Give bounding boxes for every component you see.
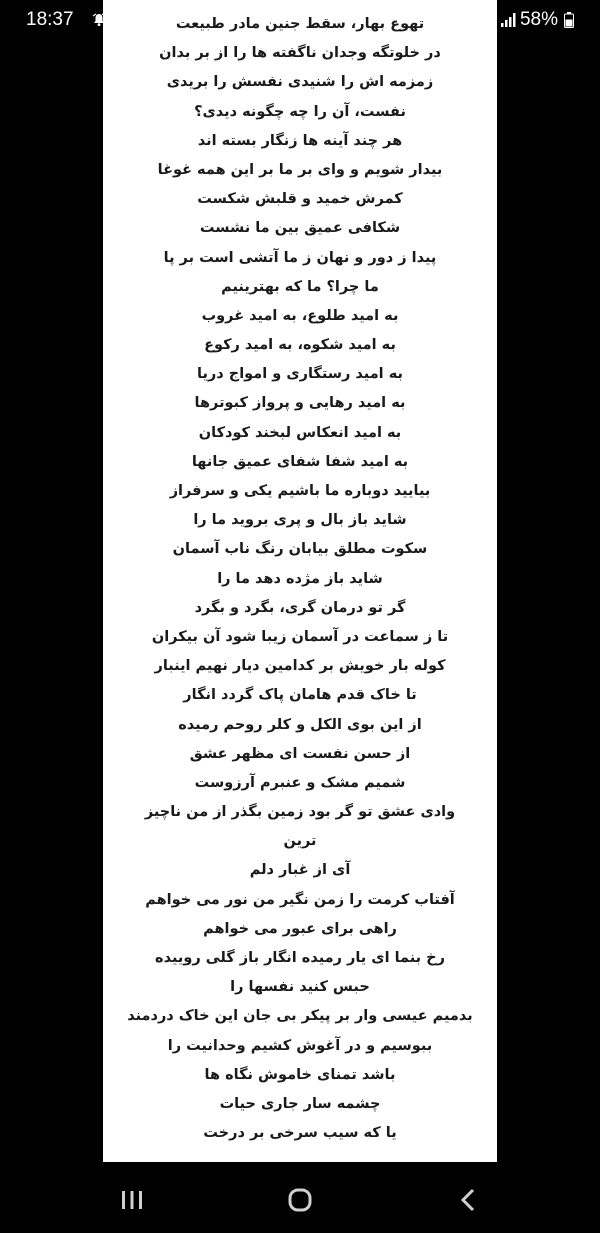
poem-line: بدمیم عیسی وار بر پیکر بی جان این خاک دردمند bbox=[127, 1008, 473, 1025]
signal-icon bbox=[500, 12, 516, 28]
poem-line: نفست، آن را چه چگونه دیدی؟ bbox=[194, 103, 406, 120]
poem-line: شاید باز بال و پری بروید ما را bbox=[193, 512, 407, 529]
poem-line: کمرش خمید و قلبش شکست bbox=[197, 191, 403, 208]
status-time: 18:37 bbox=[26, 9, 74, 30]
poem-line: باشد تمنای خاموش نگاه ها bbox=[204, 1066, 396, 1083]
poem-line: راهی برای عبور می خواهم bbox=[203, 920, 397, 937]
poem-line: به امید شکوه، به امید رکوع bbox=[204, 337, 396, 354]
poem-line: آفتاب کرمت را زمن نگیر من نور می خواهم bbox=[145, 891, 455, 908]
poem-line: تا خاک قدم هامان پاک گردد انگار bbox=[183, 687, 417, 704]
back-button[interactable] bbox=[448, 1180, 488, 1220]
poem-line: آی از غبار دلم bbox=[249, 862, 351, 879]
poem-line: به امید رهایی و پرواز کبوترها bbox=[194, 395, 406, 412]
poem-line: شاید باز مژده دهد ما را bbox=[217, 570, 383, 587]
poem-line: رخ بنما ای یار رمیده انگار باز گلی روییده bbox=[155, 950, 445, 966]
poem-line: به امید شفا شفای عمیق جانها bbox=[191, 453, 409, 470]
poem-line: سکوت مطلق بیابان رنگ ناب آسمان bbox=[172, 541, 428, 558]
poem-line: حبس کنید نفسها را bbox=[230, 979, 370, 996]
poem-line: گر تو درمان گری، بگرد و بگرد bbox=[194, 599, 406, 616]
poem-line: هر چند آینه ها زنگار بسته اند bbox=[197, 132, 403, 149]
poem-line: در خلوتگه وجدان ناگفته ها را از بر بدان bbox=[159, 45, 441, 62]
back-icon bbox=[458, 1188, 478, 1212]
poem-line: یا که سیب سرخی بر درخت bbox=[203, 1125, 397, 1142]
poem-line: ترین bbox=[283, 833, 317, 850]
poem-text bbox=[103, 10, 497, 1148]
poem-line: زمزمه اش را شنیدی نفسش را بریدی bbox=[166, 74, 434, 91]
battery-percent: 58% bbox=[519, 9, 558, 30]
status-right-group bbox=[500, 9, 574, 31]
poem-line: به امید انعکاس لبخند کودکان bbox=[198, 424, 402, 441]
recents-icon bbox=[120, 1189, 144, 1211]
battery-icon bbox=[564, 12, 574, 28]
recents-button[interactable] bbox=[112, 1180, 152, 1220]
poem-line: ما چرا؟ ما که بهترینیم bbox=[221, 278, 379, 295]
navigation-bar bbox=[0, 1162, 600, 1233]
poem-line: به امید طلوع، به امید غروب bbox=[201, 307, 399, 324]
poem-line: تهوع بهار، سقط جنین مادر طبیعت bbox=[175, 16, 425, 32]
poem-line: شمیم مشک و عنبرم آرزوست bbox=[194, 774, 406, 791]
poem-line: بیدار شویم و وای بر ما بر این همه غوغا bbox=[157, 161, 443, 178]
poem-image bbox=[103, 0, 497, 1162]
poem-line: چشمه سار جاری حیات bbox=[219, 1095, 381, 1112]
poem-line: به امید رستگاری و امواج دریا bbox=[197, 366, 403, 383]
poem-line: وادی عشق تو گر بود زمین بگذر از من ناچیز bbox=[144, 804, 456, 821]
poem-line: شکافی عمیق بین ما نشست bbox=[199, 220, 401, 237]
poem-line: از حسن نفست ای مظهر عشق bbox=[189, 745, 411, 762]
home-icon bbox=[287, 1187, 313, 1213]
poem-line: بیایید دوباره ما باشیم یکی و سرفراز bbox=[169, 483, 431, 499]
home-button[interactable] bbox=[280, 1180, 320, 1220]
poem-line: تا ز سماعت در آسمان زیبا شود آن بیکران bbox=[151, 628, 449, 645]
poem-line: از این بوی الکل و کلر روحم رمیده bbox=[178, 716, 422, 733]
poem-line: کوله بار خویش بر کدامین دیار نهیم اینبار bbox=[154, 658, 446, 675]
poem-line: پیدا ز دور و نهان ز ما آتشی است بر پا bbox=[163, 249, 437, 266]
poem-line: ببوسیم و در آغوش کشیم وحدانیت را bbox=[167, 1037, 433, 1054]
